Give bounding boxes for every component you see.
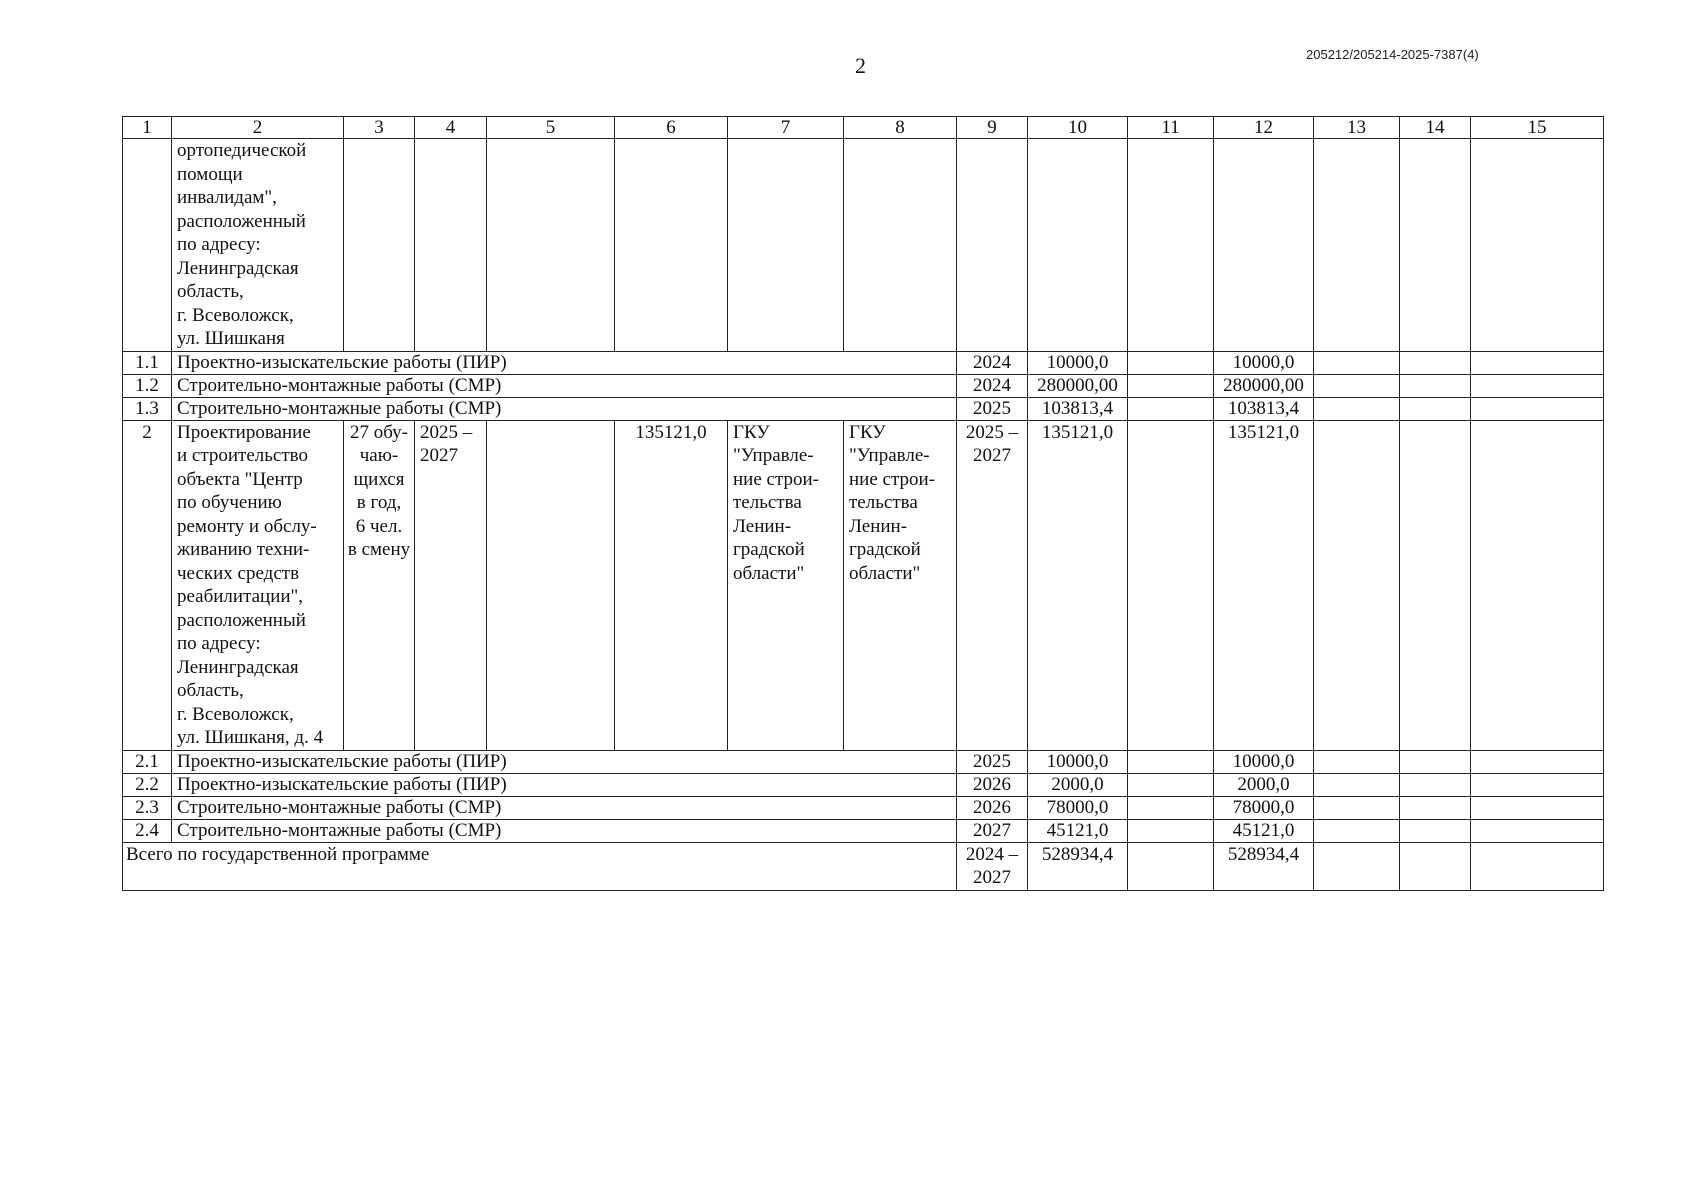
table-row	[123, 374, 1604, 397]
total-label: Всего по государственной программе	[123, 842, 957, 890]
builder-cell: ГКУ "Управле- ние строи- тельства Ленин- градской области"	[844, 420, 957, 750]
year-cell: 2026	[957, 796, 1028, 819]
table-row	[123, 796, 1604, 819]
federal-cell: 103813,4	[1214, 397, 1314, 420]
total-cell: 10000,0	[1028, 351, 1128, 374]
object-name: ортопедической помощи инвалидам", расположенный по адресу: Ленинградская область, г. Всеволожск, ул. Шишканя	[172, 139, 344, 352]
federal-cell: 10000,0	[1214, 750, 1314, 773]
capacity-cell: 27 обу- чаю- щихся в год, 6 чел. в смену	[344, 420, 415, 750]
column-header: 3	[344, 117, 415, 139]
row-number: 2.3	[123, 796, 172, 819]
total-cell: 2000,0	[1028, 773, 1128, 796]
year-cell: 2024	[957, 351, 1028, 374]
total-cell: 135121,0	[1028, 420, 1128, 750]
federal-cell: 10000,0	[1214, 351, 1314, 374]
row-number: 2.4	[123, 819, 172, 842]
cost-cell: 135121,0	[615, 420, 728, 750]
column-header: 12	[1214, 117, 1314, 139]
column-header: 7	[728, 117, 844, 139]
column-header: 11	[1128, 117, 1214, 139]
column-header: 9	[957, 117, 1028, 139]
customer-cell: ГКУ "Управле- ние строи- тельства Ленин- градской области"	[728, 420, 844, 750]
work-type: Строительно-монтажные работы (СМР)	[172, 397, 957, 420]
table-row	[123, 397, 1604, 420]
work-type: Строительно-монтажные работы (СМР)	[172, 819, 957, 842]
table-row	[123, 750, 1604, 773]
column-header: 1	[123, 117, 172, 139]
year-cell: 2025	[957, 750, 1028, 773]
page-number: 2	[855, 53, 866, 78]
column-header: 2	[172, 117, 344, 139]
total-cell: 103813,4	[1028, 397, 1128, 420]
column-header: 15	[1471, 117, 1604, 139]
work-type: Строительно-монтажные работы (СМР)	[172, 374, 957, 397]
row-number: 1.3	[123, 397, 172, 420]
row-number: 1.2	[123, 374, 172, 397]
federal-cell: 45121,0	[1214, 819, 1314, 842]
federal-cell: 135121,0	[1214, 420, 1314, 750]
column-header: 4	[415, 117, 487, 139]
federal-cell: 280000,00	[1214, 374, 1314, 397]
federal-cell: 78000,0	[1214, 796, 1314, 819]
table-row	[123, 773, 1604, 796]
work-type: Строительно-монтажные работы (СМР)	[172, 796, 957, 819]
column-header: 10	[1028, 117, 1128, 139]
table-row	[123, 819, 1604, 842]
total-cell: 10000,0	[1028, 750, 1128, 773]
year-cell: 2027	[957, 819, 1028, 842]
column-header: 8	[844, 117, 957, 139]
total-cell: 78000,0	[1028, 796, 1128, 819]
column-header: 6	[615, 117, 728, 139]
row-number: 2.2	[123, 773, 172, 796]
object-2-row	[123, 420, 1604, 750]
column-header: 13	[1314, 117, 1400, 139]
federal-cell: 2000,0	[1214, 773, 1314, 796]
object-name: Проектирование и строительство объекта "Центр по обучению ремонту и обслу- живанию техни- ческих средств реабилитации", расположенный по адресу: Ленинградская область, г. Всеволожск, ул. Шишканя, д. 4	[172, 420, 344, 750]
year-cell: 2024	[957, 374, 1028, 397]
federal-cell: 528934,4	[1214, 842, 1314, 890]
total-row	[123, 842, 1604, 890]
years-cell: 2024 – 2027	[957, 842, 1028, 890]
total-cell: 280000,00	[1028, 374, 1128, 397]
column-numbers-row	[123, 117, 1604, 139]
row-number: 1.1	[123, 351, 172, 374]
column-header: 14	[1400, 117, 1471, 139]
year-cell: 2025	[957, 397, 1028, 420]
total-cell: 45121,0	[1028, 819, 1128, 842]
year-cell: 2026	[957, 773, 1028, 796]
total-cell: 528934,4	[1028, 842, 1128, 890]
row-number: 2.1	[123, 750, 172, 773]
period-cell: 2025 – 2027	[415, 420, 487, 750]
table-row	[123, 351, 1604, 374]
column-header: 5	[487, 117, 615, 139]
document-id: 205212/205214-2025-7387(4)	[1306, 47, 1479, 62]
work-type: Проектно-изыскательские работы (ПИР)	[172, 351, 957, 374]
object-1-continuation-row	[123, 139, 1604, 352]
years-cell: 2025 – 2027	[957, 420, 1028, 750]
row-number: 2	[123, 420, 172, 750]
program-table	[122, 116, 1604, 891]
work-type: Проектно-изыскательские работы (ПИР)	[172, 773, 957, 796]
work-type: Проектно-изыскательские работы (ПИР)	[172, 750, 957, 773]
